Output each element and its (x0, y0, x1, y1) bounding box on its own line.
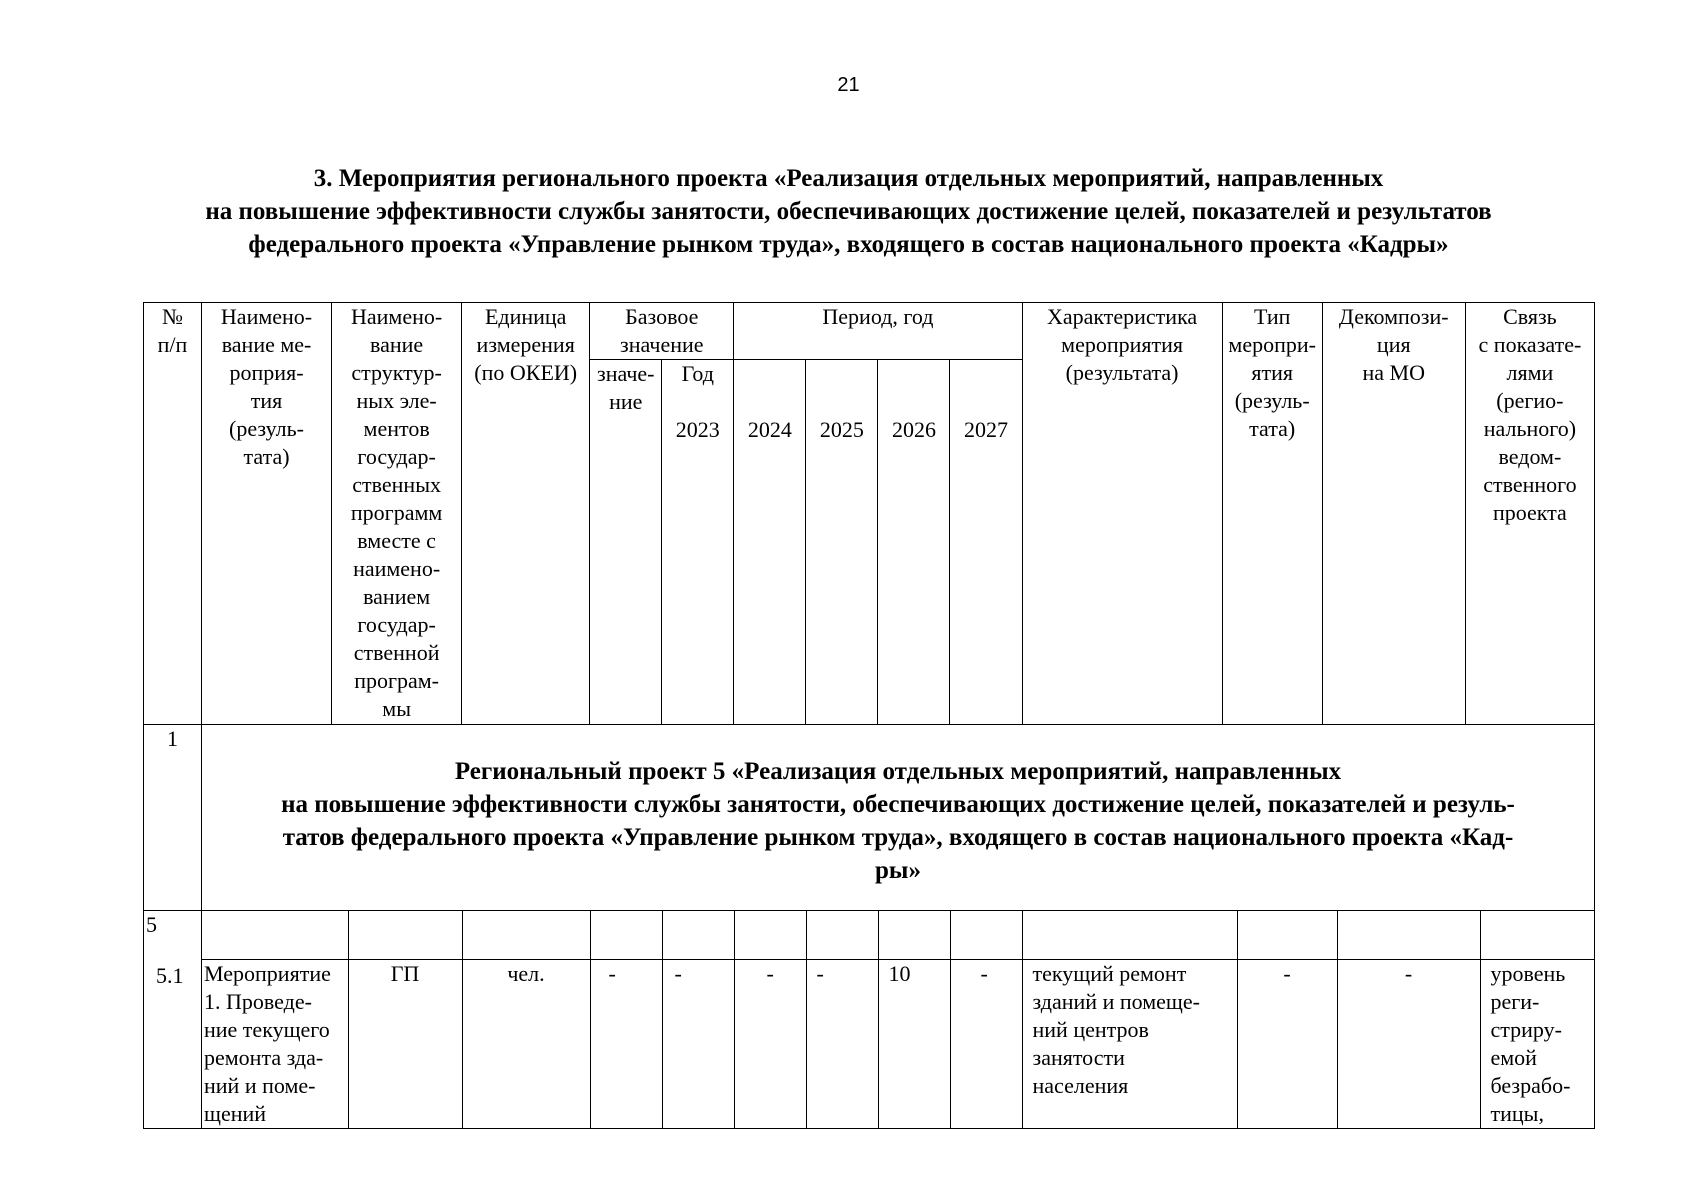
header-characteristic: Характеристика мероприятия (результата) (1022, 303, 1222, 725)
row-51-2024: - (734, 959, 806, 1128)
header-structure-name: Наимено- вание структур- ных эле- ментов государ- ственных программ вместе с наимено- ванием государ- ственной програм- мы (332, 303, 462, 725)
page-number: 21 (837, 74, 860, 96)
row-51-base-value: - (590, 959, 662, 1128)
measures-table (143, 302, 1595, 1129)
row-5-cell (1237, 911, 1337, 959)
row-51-unit: чел. (462, 959, 590, 1128)
row-51-base-year: - (662, 959, 734, 1128)
header-unit: Единица измерения (по ОКЕИ) (462, 303, 590, 725)
section-num: 1 (144, 725, 202, 911)
row-5-cell (806, 911, 878, 959)
row-51-2025: - (806, 959, 878, 1128)
header-year-2025: 2025 (806, 360, 878, 725)
row-51-decomposition: - (1337, 959, 1480, 1128)
row-51-measure-name: Мероприятие 1. Проведе- ние текущего ремонта зда- ний и поме- щений (202, 959, 348, 1128)
header-measure-name: Наимено- вание ме- роприя- тия (резуль- тата) (202, 303, 332, 725)
header-base: Базовое значение (590, 303, 734, 360)
header-year-2024: 2024 (734, 360, 806, 725)
header-period: Период, год (734, 303, 1022, 360)
row-5-cell (1337, 911, 1480, 959)
row-51-2026: 10 (878, 959, 950, 1128)
row-51-type: - (1237, 959, 1337, 1128)
row-51-characteristic: текущий ремонт зданий и помеще- ний центров занятости населения (1022, 959, 1237, 1128)
row-5-cell (462, 911, 590, 959)
heading-line-1: 3. Мероприятия регионального проекта «Реализация отдельных мероприятий, направленных (313, 165, 1384, 192)
header-link: Связь с показате- лями (регио- нального) ведом- ственного проекта (1465, 303, 1594, 725)
row-51-num: 5.1 (156, 963, 184, 988)
row-5-cell (202, 911, 348, 959)
row-51-2027: - (950, 959, 1022, 1128)
row-5-num: 5 (144, 911, 202, 1129)
header-base-value: значе- ние (590, 360, 662, 725)
heading-line-2: на повышение эффективности службы занятости, обеспечивающих достижение целей, показателей и результатов (205, 198, 1492, 225)
header-type: Тип меропри- ятия (резуль- тата) (1222, 303, 1322, 725)
header-year-2026: 2026 (878, 360, 950, 725)
row-5-cell (1480, 911, 1594, 959)
header-num: № п/п (144, 303, 202, 725)
row-5-cell (1022, 911, 1237, 959)
header-decomposition: Декомпози- ция на МО (1322, 303, 1465, 725)
row-51-link: уровень реги- стриру- емой безрабо- тицы, (1480, 959, 1594, 1128)
row-5-cell (662, 911, 734, 959)
row-5-cell (590, 911, 662, 959)
section-title: Региональный проект 5 «Реализация отдельных мероприятий, направленных на повышение эффективности службы занятости, обеспечивающих достижение целей, показателей и резуль- татов федерального проекта «Управление рынком труда», входящего в состав национального проекта «Кад- ры» (202, 725, 1595, 911)
row-5-cell (348, 911, 462, 959)
row-5-cell (878, 911, 950, 959)
row-5-cell (734, 911, 806, 959)
heading-line-3: федерального проекта «Управление рынком труда», входящего в состав национального проекта «Кадры» (248, 231, 1449, 258)
header-year-2027: 2027 (950, 360, 1022, 725)
row-5-cell (950, 911, 1022, 959)
row-51-structure: ГП (348, 959, 462, 1128)
document-heading (60, 162, 1637, 261)
header-base-year: Год 2023 (662, 360, 734, 725)
row-5-51-block (202, 911, 1595, 1129)
